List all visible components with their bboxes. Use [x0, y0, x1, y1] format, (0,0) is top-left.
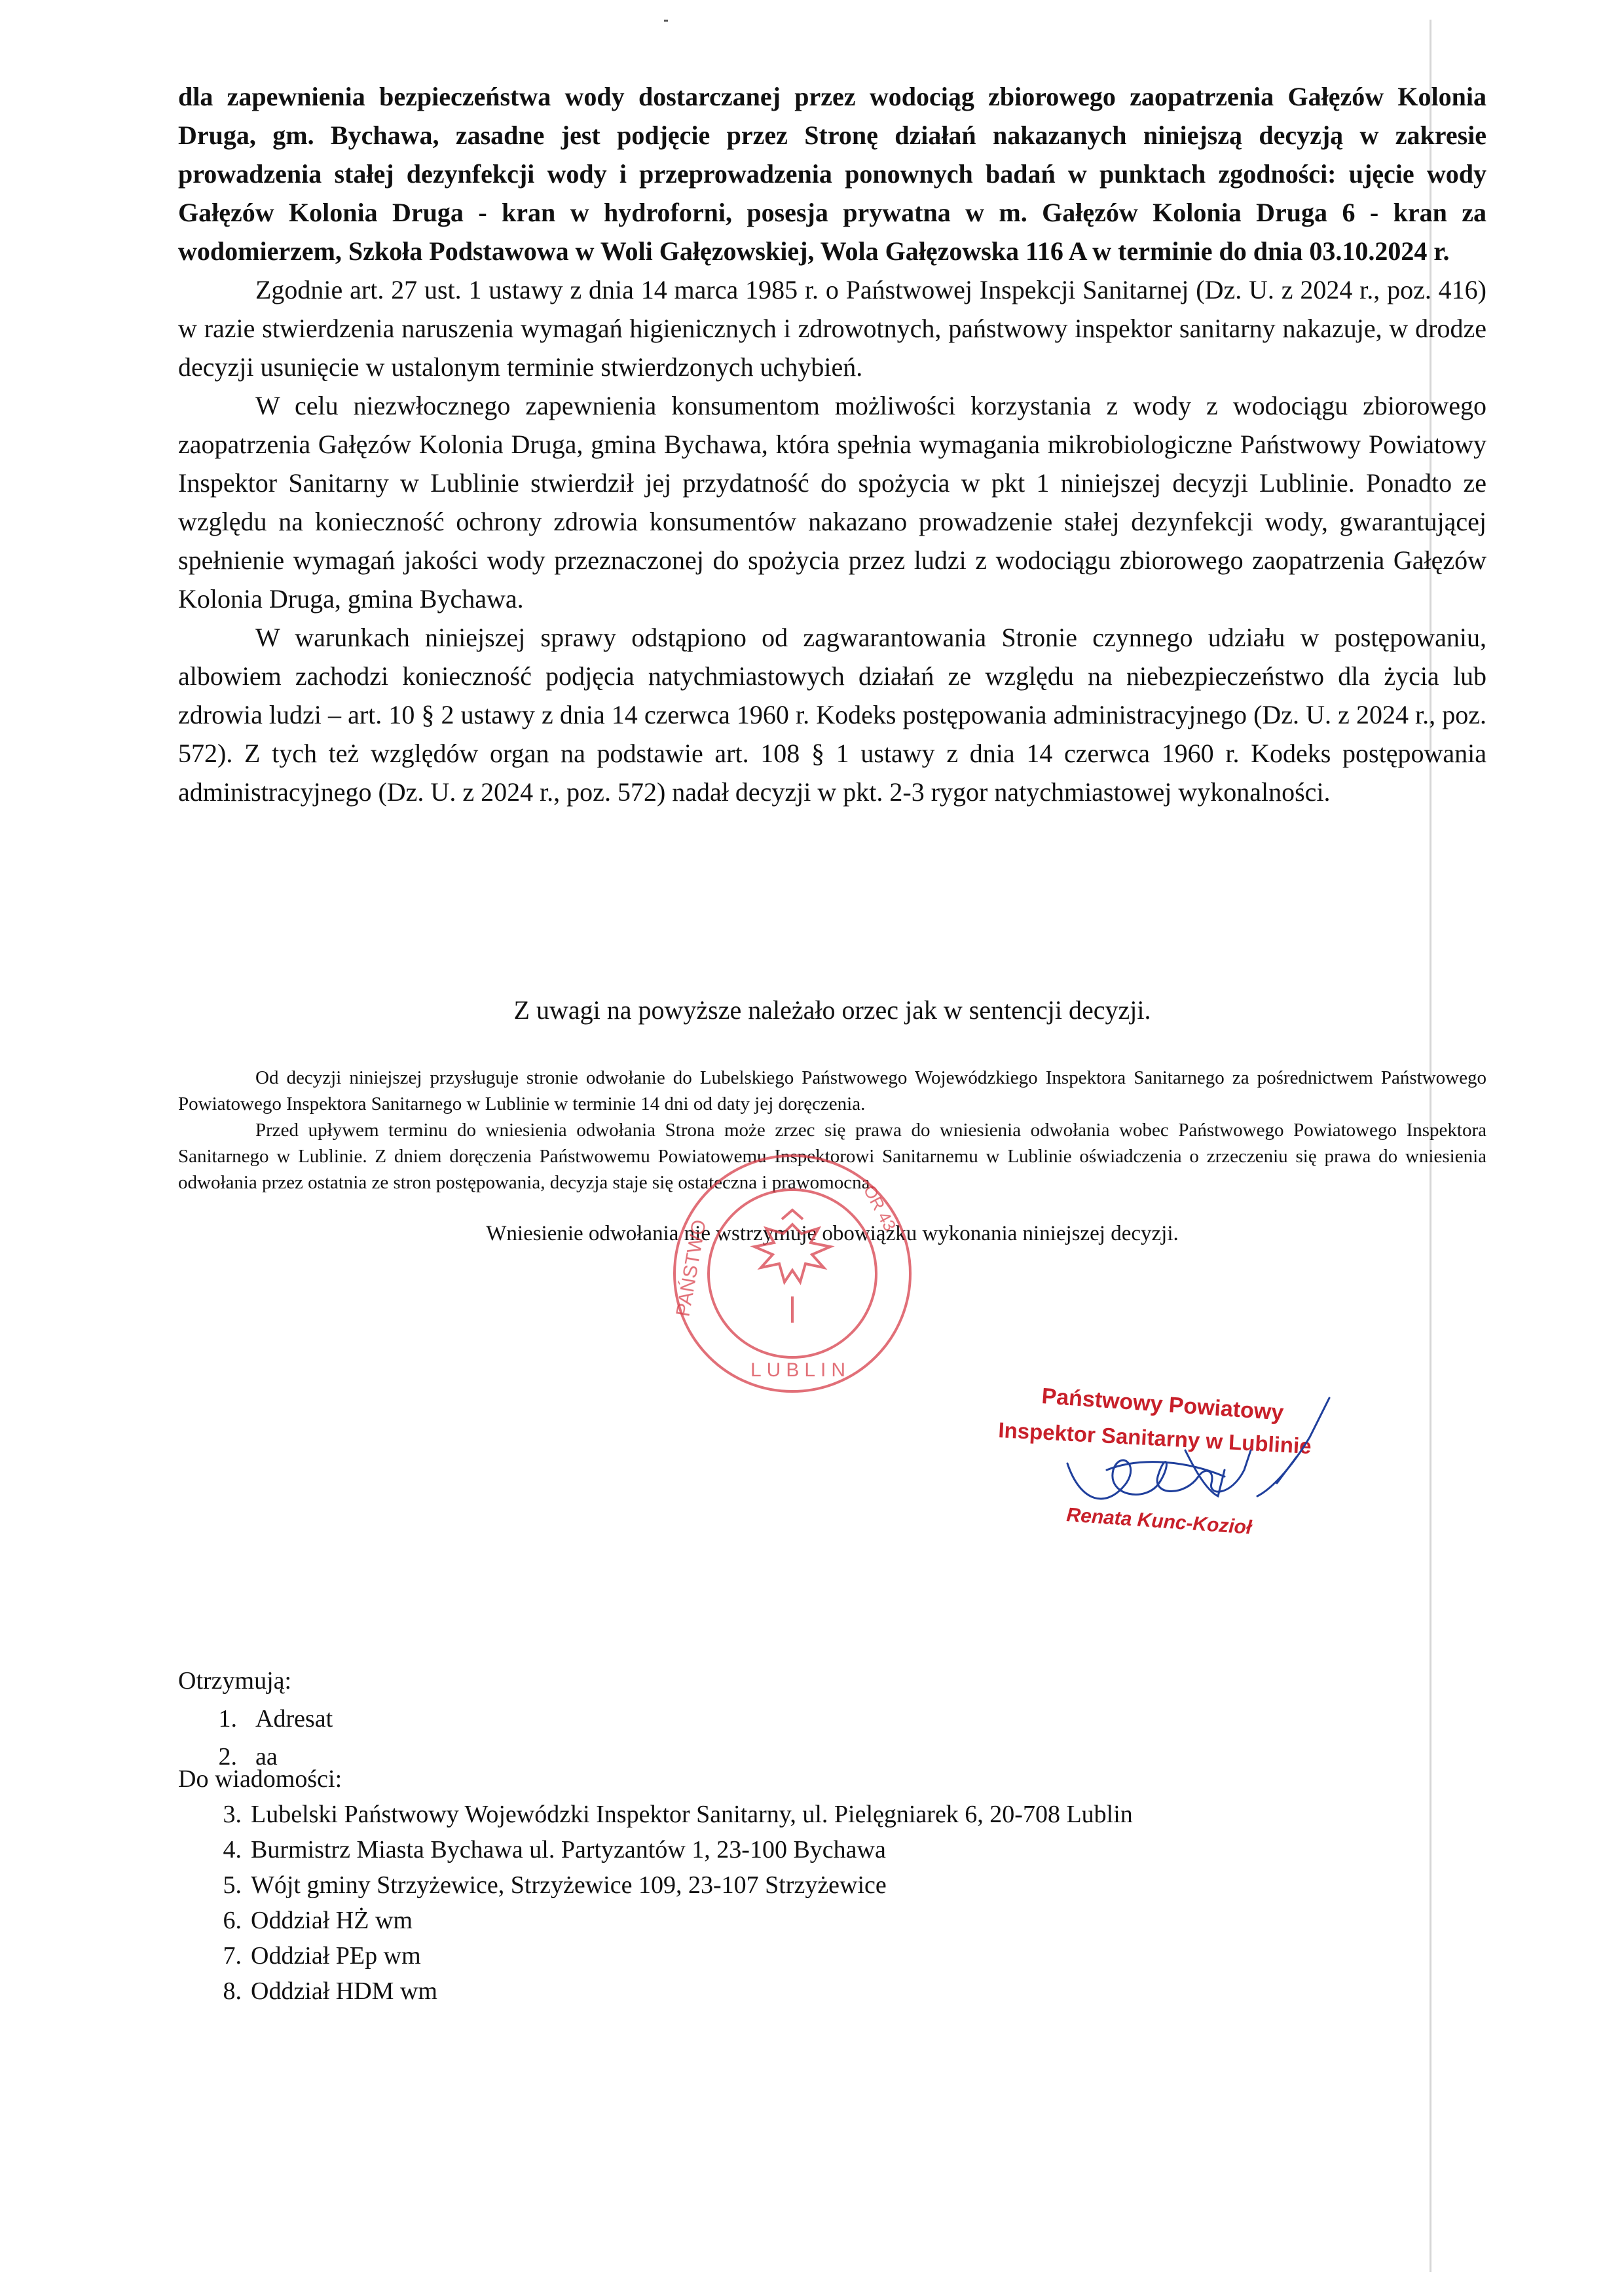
recipients-list [178, 1662, 333, 1776]
seal-text-right: OR 43 [859, 1181, 900, 1235]
list-item [178, 1700, 333, 1738]
item-text: Oddział PEp wm [251, 1942, 421, 1970]
item-number: 6. [223, 1907, 242, 1934]
list-item [178, 1938, 1133, 1974]
justification-text [178, 77, 1486, 811]
round-seal [622, 1126, 963, 1401]
list-item [178, 1974, 1133, 2009]
paragraph-3: W celu niezwłocznego zapewnienia konsumentom możliwości korzystania z wody z wodociągu zbiorowego zaopatrzenia Gałęzów Kolonia Druga, gmina Bychawa, która spełnia wymagania mikrobiologiczne Państwowy Powiatowy Inspektor Sanitarny w Lublinie stwierdził jej przydatność do spożycia w pkt 1 niniejszej decyzji Lublinie. Ponadto ze względu na konieczność ochrony zdrowia konsumentów nakazano prowadzenie stałej dezynfekcji wody, gwarantującej spełnienie wymagań jakości wody przeznaczonej do spożycia przez ludzi z wodociągu zbiorowego zaopatrzenia Gałęzów Kolonia Druga, gmina Bychawa. [178, 391, 1486, 614]
item-text: aa [255, 1743, 278, 1771]
recipients-heading: Otrzymują: [178, 1667, 292, 1695]
copies-heading: Do wiadomości: [178, 1765, 342, 1793]
item-number: 7. [223, 1942, 242, 1970]
list-item [178, 1797, 1133, 1832]
item-number: 1. [218, 1705, 237, 1733]
item-text: Burmistrz Miasta Bychawa ul. Partyzantów 1, 23-100 Bychawa [251, 1836, 886, 1864]
list-item [178, 1867, 1133, 1903]
item-text: Adresat [255, 1705, 333, 1733]
paragraph-4: W warunkach niniejszej sprawy odstąpiono od zagwarantowania Stronie czynnego udziału w postępowaniu, albowiem zachodzi konieczność podjęcia natychmiastowych działań ze względu na niebezpieczeństwo dla życia lub zdrowia ludzi – art. 10 § 2 ustawy z dnia 14 czerwca 1960 r. Kodeks postępowania administracyjnego (Dz. U. z 2024 r., poz. 572). Z tych też względów organ na podstawie art. 108 § 1 ustawy z dnia 14 czerwca 1960 r. Kodeks postępowania administracyjnego (Dz. U. z 2024 r., poz. 572) nadał decyzji w pkt. 2-3 rygor natychmiastowej wykonalności. [178, 623, 1486, 807]
appeal-paragraph-2: Przed upływem terminu do wniesienia odwołania Strona może zrzec się prawa do wniesienia odwołania wobec Państwowego Powiatowego Inspektora Sanitarnego w Lublinie. Z dniem doręczenia Państwowemu Powiatowemu Inspektorowi Sanitarnemu w Lublinie oświadczenia o zrzeczeniu się prawa do wniesienia odwołania przez ostatnia ze stron postępowania, decyzja staje się ostateczna i prawomocna. [178, 1120, 1486, 1193]
official-stamp-line-1: Państwowy Powiatowy [1041, 1384, 1285, 1425]
item-number: 5. [223, 1871, 242, 1899]
item-text: Lubelski Państwowy Wojewódzki Inspektor Sanitarny, ul. Pielęgniarek 6, 20-708 Lublin [251, 1801, 1133, 1828]
official-stamp-name: Renata Kunc-Kozioł [1065, 1504, 1253, 1539]
item-number: 3. [223, 1801, 242, 1828]
official-stamp-line-2: Inspektor Sanitarny w Lublinie [997, 1418, 1312, 1459]
conclusion: Z uwagi na powyższe należało orzec jak w sentencji decyzji. [513, 995, 1151, 1025]
seal-text-bottom: LUBLIN [750, 1359, 851, 1381]
item-text: Oddział HDM wm [251, 1977, 437, 2005]
item-number: 8. [223, 1977, 242, 2005]
official-stamp-signature [989, 1372, 1408, 1568]
item-text: Oddział HŻ wm [251, 1907, 413, 1934]
paragraph-2: Zgodnie art. 27 ust. 1 ustawy z dnia 14 marca 1985 r. o Państwowej Inspekcji Sanitarnej (Dz. U. z 2024 r., poz. 416) w razie stwierdzenia naruszenia wymagań higienicznych i zdrowotnych, państwowy inspektor sanitarny nakazuje, w drodze decyzji usunięcie w ustalonym terminie stwierdzonych uchybień. [178, 275, 1486, 382]
scan-mark [664, 20, 668, 22]
appeal-paragraph-1: Od decyzji niniejszej przysługuje stronie odwołanie do Lubelskiego Państwowego Wojewódzkiego Inspektora Sanitarnego za pośrednictwem Państwowego Powiatowego Inspektora Sanitarnego w Lublinie w terminie 14 dni od daty jej doręczenia. [178, 1067, 1486, 1114]
item-number: 2. [218, 1743, 237, 1771]
item-number: 4. [223, 1836, 242, 1864]
copies-list [178, 1761, 1133, 2009]
item-text: Wójt gminy Strzyżewice, Strzyżewice 109, 23-107 Strzyżewice [251, 1871, 887, 1899]
appeal-note: Wniesienie odwołania nie wstrzymuje obowiązku wykonania niniejszej decyzji. [486, 1222, 1179, 1245]
list-item [178, 1903, 1133, 1938]
paragraph-1: dla zapewnienia bezpieczeństwa wody dostarczanej przez wodociąg zbiorowego zaopatrzenia Gałęzów Kolonia Druga, gm. Bychawa, zasadne jest podjęcie przez Stronę działań nakazanych niniejszą decyzją w zakresie prowadzenia stałej dezynfekcji wody i przeprowadzenia ponownych badań w punktach zgodności: ujęcie wody Gałęzów Kolonia Druga - kran w hydroforni, posesja prywatna w m. Gałęzów Kolonia Druga 6 - kran za wodomierzem, Szkoła Podstawowa w Woli Gałęzowskiej, Wola Gałęzowska 116 A w terminie do dnia 03.10.2024 r. [178, 82, 1486, 266]
list-item [178, 1832, 1133, 1867]
seal-text-left: PAŃSTWO [672, 1218, 710, 1319]
